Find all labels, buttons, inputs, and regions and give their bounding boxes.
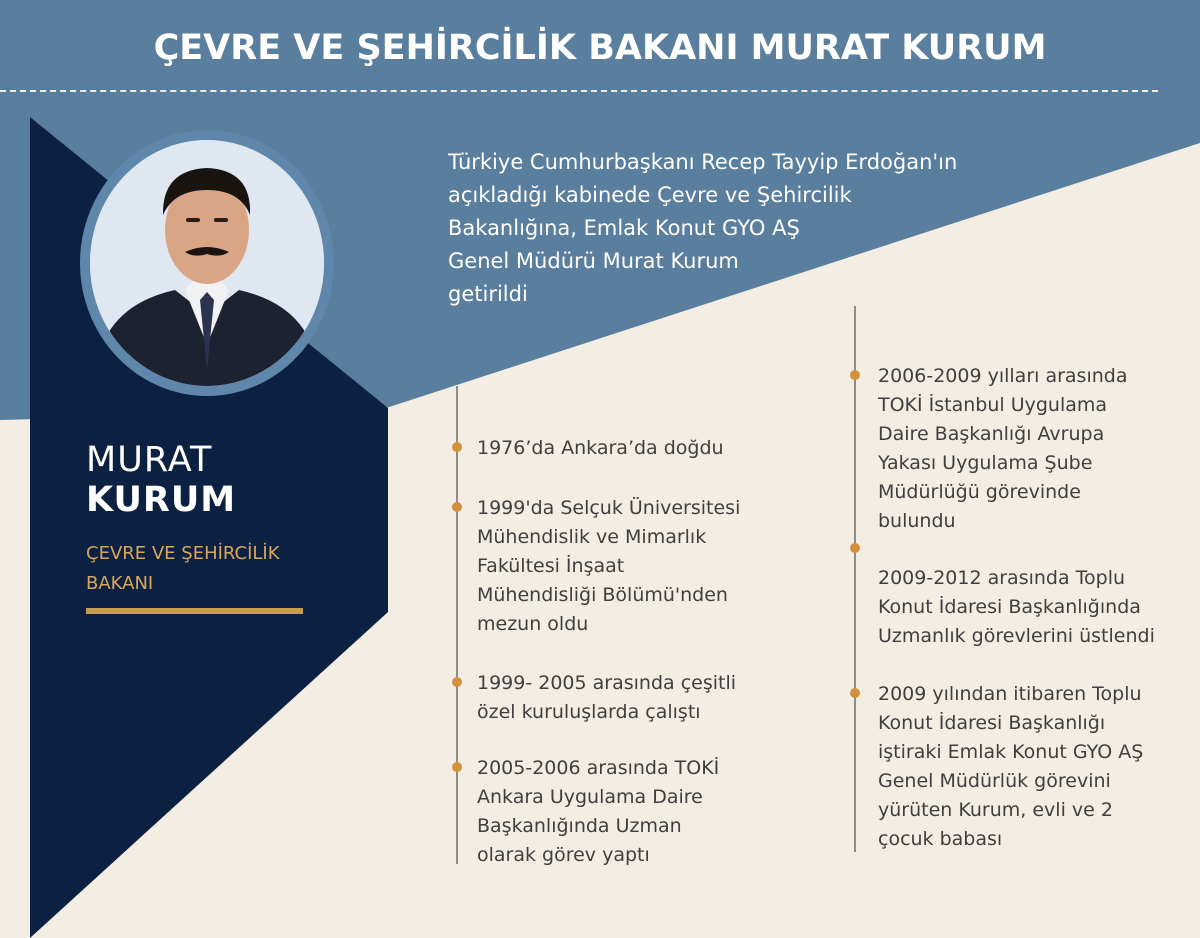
- timeline-dot: [452, 442, 462, 452]
- timeline-item: 1999'da Selçuk Üniversitesi Mühendislik ve Mimarlık Fakültesi İnşaat Mühendisliği Bölümü'nden mezun oldu: [477, 497, 741, 635]
- timeline-dot: [452, 677, 462, 687]
- timeline-dot: [850, 688, 860, 698]
- timeline-item: 2005-2006 arasında TOKİ Ankara Uygulama Daire Başkanlığında Uzman olarak görev yaptı: [477, 757, 720, 866]
- timeline-dot: [452, 502, 462, 512]
- timeline-item: 2009 yılından itibaren Toplu Konut İdaresi Başkanlığı iştiraki Emlak Konut GYO AŞ Genel Müdürlük görevini yürüten Kurum, evli ve 2 çocuk babası: [878, 683, 1144, 850]
- timeline-right-line: [854, 306, 856, 852]
- portrait-photo: [80, 130, 334, 396]
- role-title: ÇEVRE VE ŞEHİRCİLİK BAKANI: [86, 543, 280, 594]
- timeline-dot: [850, 543, 860, 553]
- header-divider: [0, 90, 1158, 92]
- portrait-illustration: [90, 140, 324, 386]
- timeline-left-line: [456, 386, 458, 864]
- timeline-item: 1976’da Ankara’da doğdu: [477, 437, 724, 459]
- first-name: MURAT: [86, 440, 213, 480]
- timeline-dot: [452, 762, 462, 772]
- timeline-item: 2006-2009 yılları arasında TOKİ İstanbul Uygulama Daire Başkanlığı Avrupa Yakası Uygulama Şube Müdürlüğü görevinde bulundu: [878, 365, 1128, 532]
- page-title: ÇEVRE VE ŞEHİRCİLİK BAKANI MURAT KURUM: [153, 28, 1047, 68]
- timeline-dot: [850, 370, 860, 380]
- timeline-item: 2009-2012 arasında Toplu Konut İdaresi Başkanlığında Uzmanlık görevlerini üstlendi: [878, 567, 1155, 647]
- last-name: KURUM: [86, 480, 237, 520]
- role-underline: [86, 608, 303, 614]
- timeline-item: 1999- 2005 arasında çeşitli özel kuruluşlarda çalıştı: [477, 672, 737, 723]
- intro-text: Türkiye Cumhurbaşkanı Recep Tayyip Erdoğan'ın açıkladığı kabinede Çevre ve Şehircilik Bakanlığına, Emlak Konut GYO AŞ Genel Müdürü Murat Kurum getirildi: [448, 150, 958, 306]
